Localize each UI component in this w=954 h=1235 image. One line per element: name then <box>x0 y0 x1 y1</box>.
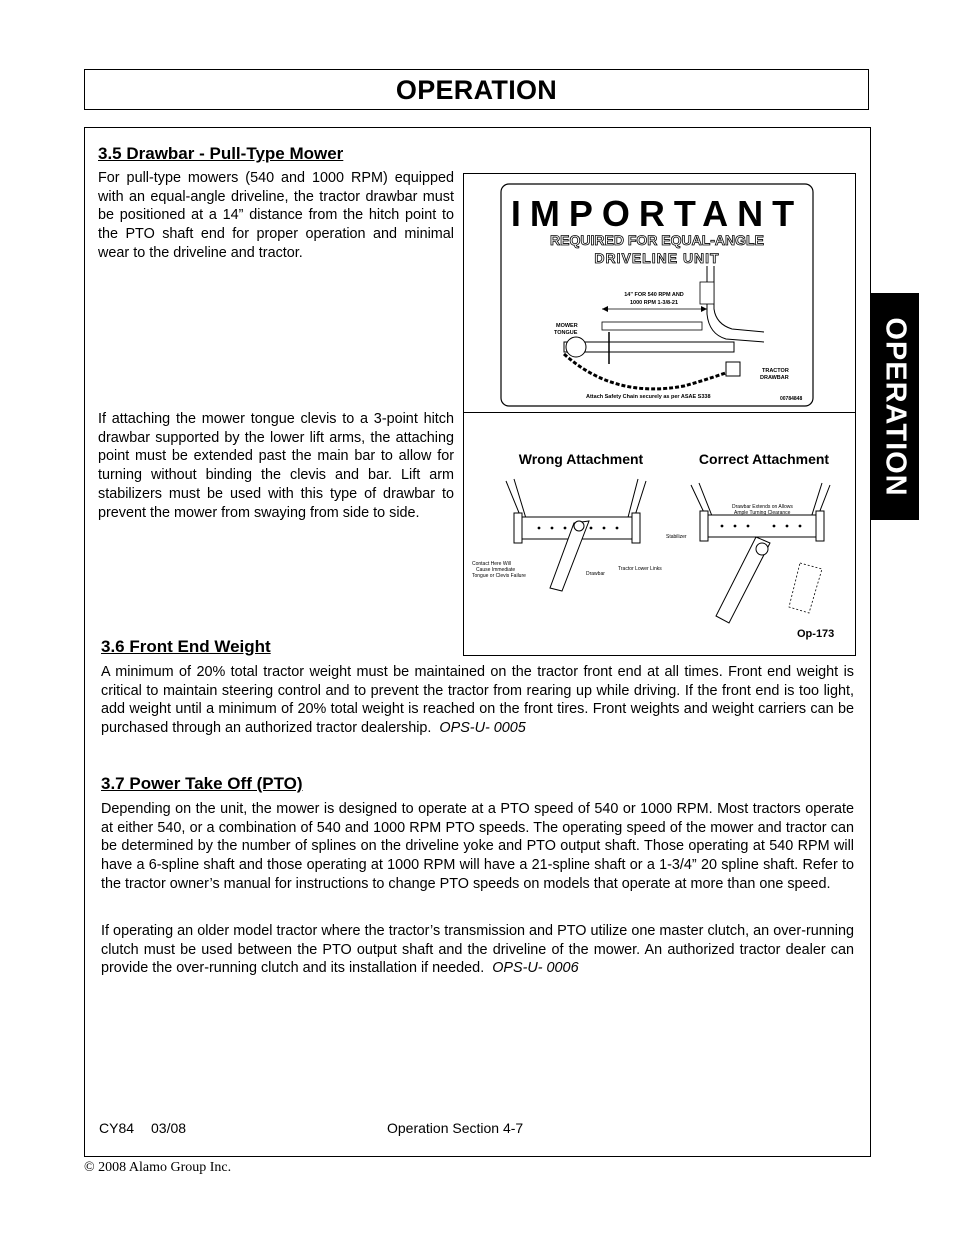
wrong-attachment-drawing <box>472 479 662 591</box>
correct-attachment-drawing <box>666 483 830 623</box>
para-drawbar-2: If attaching the mower tongue clevis to a 3-point hitch drawbar supported by the lower lift arms, the attaching point must be extended past the main bar to allow for turning without binding the clevis and bar. Lift arm stabilizers must be used with this type of drawbar to prevent the mower from swaying from side to side. <box>98 411 454 521</box>
mower-tongue-label-1: MOWER <box>556 323 578 329</box>
extend-note-1: Drawbar Extends on Allows <box>732 504 793 510</box>
stabilizer-label: Stabilizer <box>666 534 687 540</box>
mower-tongue <box>564 342 734 352</box>
para-front-end-weight <box>101 663 854 738</box>
front-end-weight-ref: OPS-U- 0005 <box>439 720 526 737</box>
page-title: OPERATION <box>395 75 558 105</box>
important-decal-figure <box>463 173 856 413</box>
driveline <box>602 322 702 330</box>
heading-3-5: 3.5 Drawbar - Pull-Type Mower <box>98 144 344 163</box>
tractor-housing <box>707 266 764 342</box>
correct-attachment-title: Correct Attachment <box>698 451 830 467</box>
page-header <box>84 69 869 110</box>
attachment-figure <box>463 412 856 656</box>
contact-note-3: Tongue or Clevis Failure <box>472 573 526 579</box>
important-decal-drawing <box>464 174 855 412</box>
para-pto-2 <box>101 922 854 978</box>
pto-2-text: If operating an older model tractor where the tractor’s transmission and PTO utilize one master clutch, an over-running clutch must be used between the PTO output shaft and the driveline of the mower. An authorized tractor dealer can provide the over-running clutch and its installation if needed. <box>101 923 854 977</box>
pto-shaft <box>700 282 714 304</box>
contact-note-2: Cause Immediate <box>476 567 516 573</box>
contact-note-1: Contact Here Will <box>472 561 511 567</box>
extend-note-2: Ample Turning Clearance <box>734 510 791 516</box>
tractor-drawbar-label-1: TRACTOR <box>762 368 789 374</box>
dimension-label-2: 1000 RPM 1-3/8-21 <box>630 300 678 306</box>
para-drawbar-1: For pull-type mowers (540 and 1000 RPM) equipped with an equal-angle driveline, the tractor drawbar must be positioned at a 14” distance from the hitch point to the PTO shaft end for proper operation and minimal wear to the driveline and tractor. <box>98 170 454 261</box>
footer-section: Operation Section 4-7 <box>387 1120 524 1136</box>
safety-chain-note: Attach Safety Chain securely as per ASAE S338 <box>586 394 711 400</box>
decal-part-number: 00784848 <box>780 396 803 402</box>
decal-subtitle-2: DRIVELINE UNIT <box>594 250 720 266</box>
decal-title: IMPORTANT <box>510 193 804 234</box>
mower-tongue-label-2: TONGUE <box>554 330 578 336</box>
tractor-drawbar-label-2: DRAWBAR <box>760 375 789 381</box>
front-end-weight-text: A minimum of 20% total tractor weight must be maintained on the tractor front end at all times. Front end weight is critical to maintain steering control and to prevent the tractor from rearing up while driving. If the front end is too light, add weight until a minimum of 20% total weight is reached on the front tires. Front weights and weight carriers can be purchased through an authorized tractor dealership. <box>101 664 854 737</box>
side-tab-label: OPERATION <box>879 316 911 497</box>
heading-3-7: 3.7 Power Take Off (PTO) <box>101 774 303 793</box>
section-side-tab <box>870 293 919 520</box>
footer-model: CY84 <box>99 1120 135 1136</box>
drawbar-label: Drawbar <box>586 571 605 577</box>
decal-subtitle-1: REQUIRED FOR EQUAL-ANGLE <box>550 232 764 248</box>
wrong-attachment-title: Wrong Attachment <box>518 451 644 467</box>
para-pto-1: Depending on the unit, the mower is designed to operate at a PTO speed of 540 or 1000 RPM. Most tractors operate at either 540, or a combination of 540 and 1000 RPM PTO speeds. The operating speed of the mower and tractor can be determined by the number of splines on the driveline yoke and PTO output shaft. Those operating at 540 RPM will have a 6-spline shaft and those operating at 1000 RPM will have a 21-spline shaft or a 1-3/4” 20 spline shaft. Refer to the tractor owner’s manual for instructions to change PTO speeds on models that operate at more than one speed. <box>101 801 854 892</box>
pto-2-ref: OPS-U- 0006 <box>492 960 579 977</box>
attachment-drawing <box>464 413 855 655</box>
heading-3-6: 3.6 Front End Weight <box>101 637 271 656</box>
footer-date: 03/08 <box>151 1120 187 1136</box>
dimension-label-1: 14" FOR 540 RPM AND <box>624 292 684 298</box>
figure-id: Op-173 <box>797 628 835 640</box>
tractor-links-label: Tractor Lower Links <box>618 566 662 572</box>
hitch-pin <box>566 337 586 357</box>
footer-copyright: © 2008 Alamo Group Inc. <box>84 1160 232 1175</box>
safety-chain <box>564 354 734 389</box>
